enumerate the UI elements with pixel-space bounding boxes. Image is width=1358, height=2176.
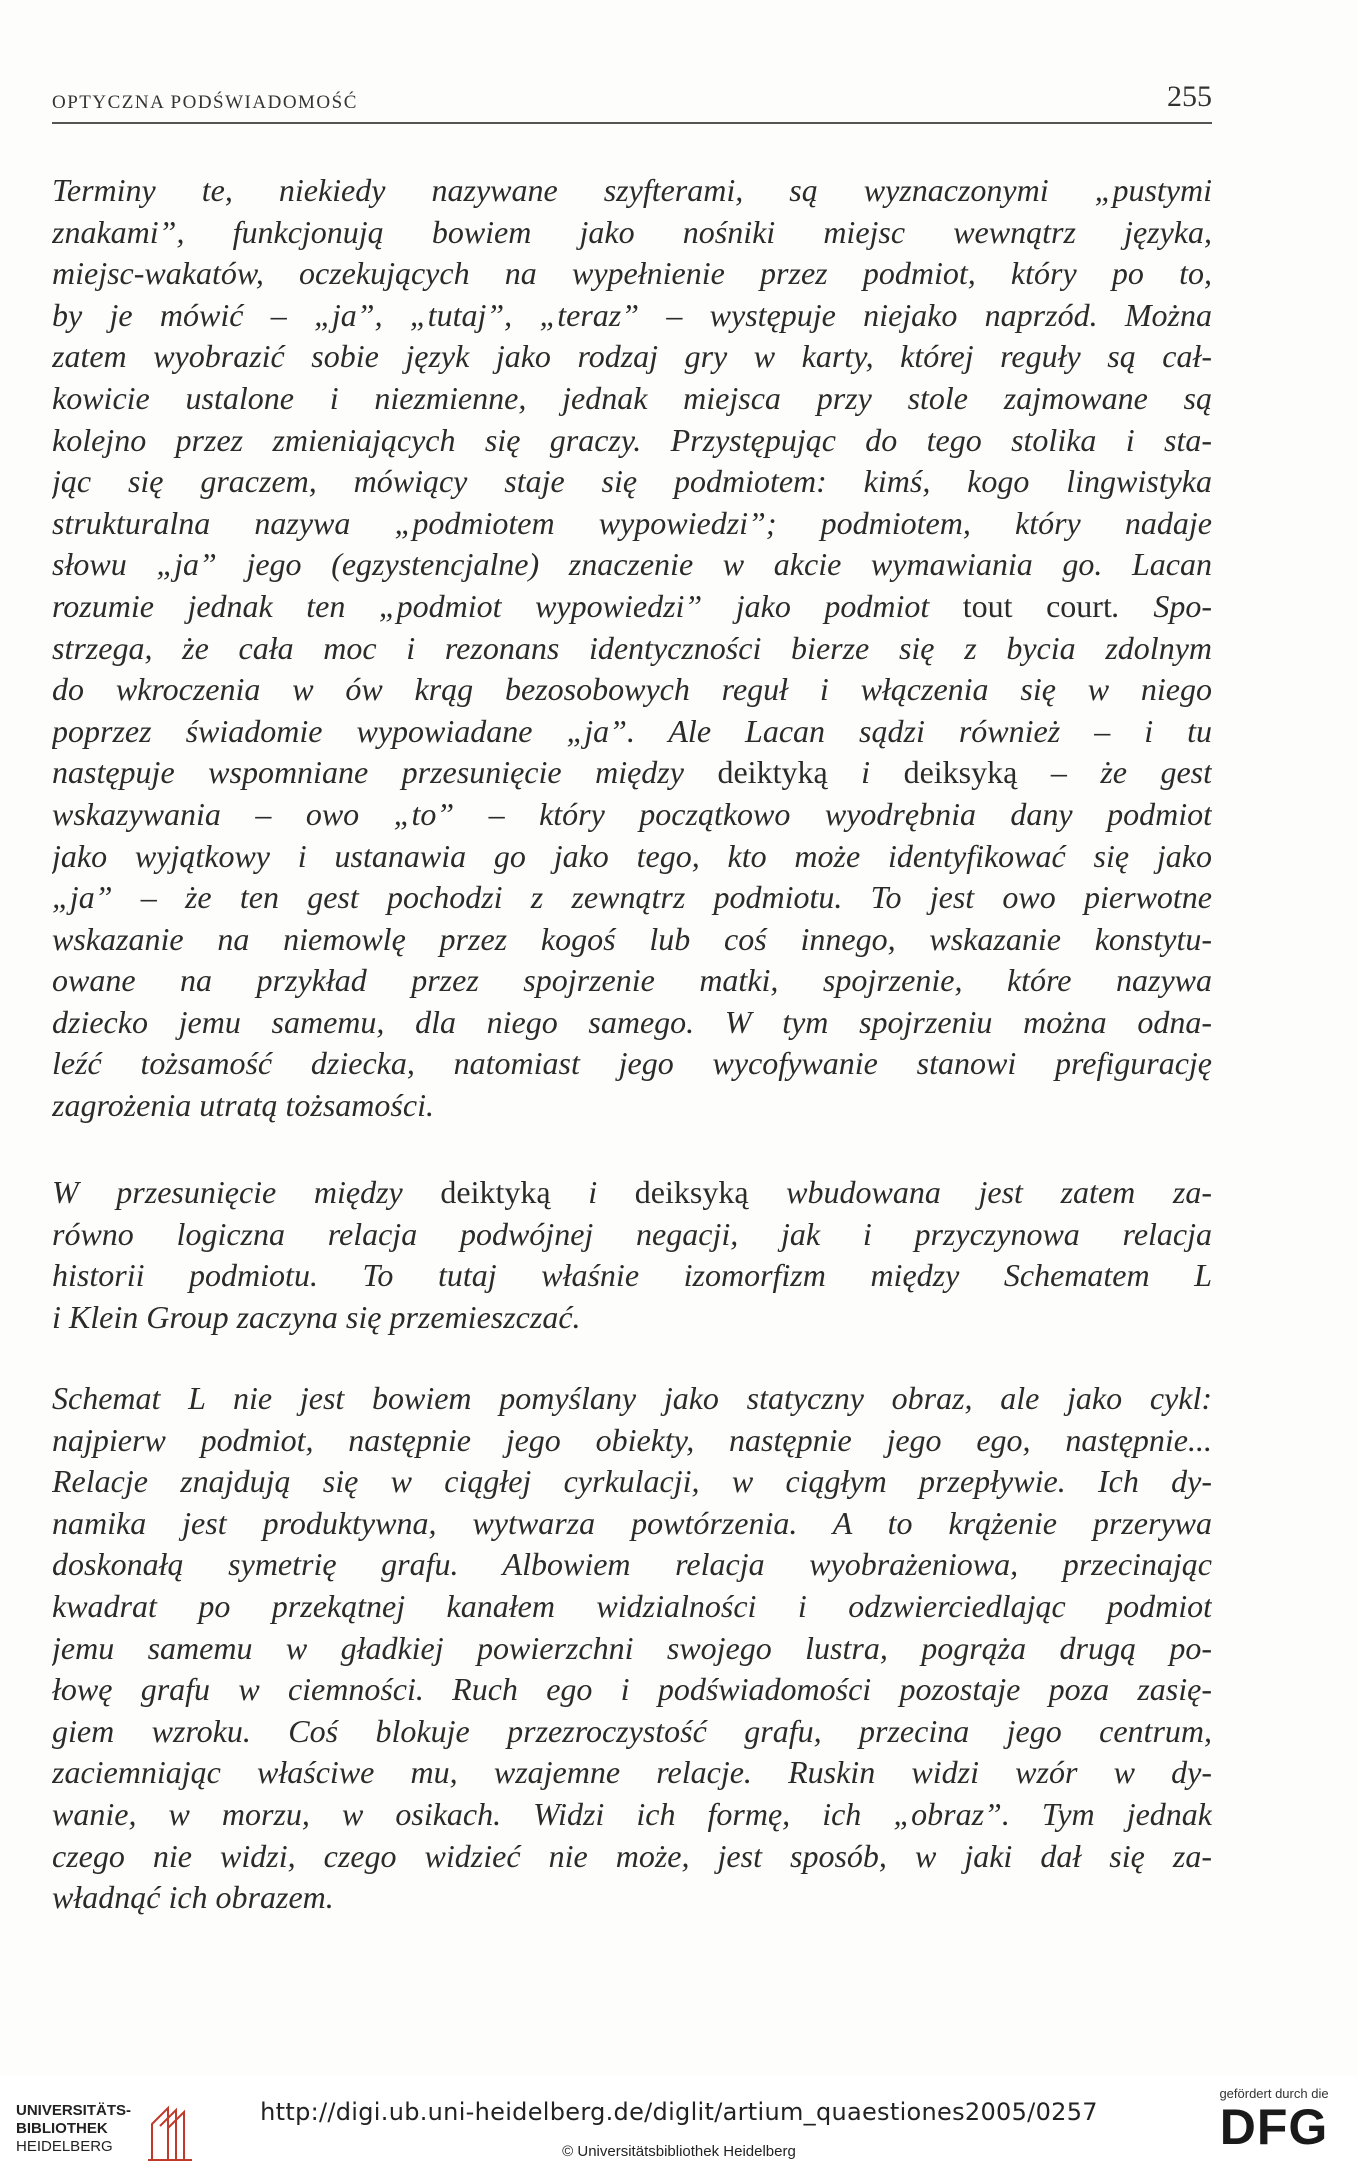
text-line: zatem wyobrazić sobie język jako rodzaj gry w karty, której reguły są cał-: [52, 338, 1212, 375]
text-line: strukturalna nazywa „podmiotem wypowiedzi”; podmiotem, który nadaje: [52, 504, 1212, 541]
text-line: jemu samemu w gładkiej powierzchni swojego lustra, pogrąża drugą po-: [52, 1629, 1212, 1666]
text-line: zaciemniając właściwe mu, wzajemne relacje. Ruskin widzi wzór w dy-: [52, 1754, 1212, 1791]
funding-caption: gefördert durch die: [1219, 2086, 1329, 2101]
text-line: wanie, w morzu, w osikach. Widzi ich formę, ich „obraz”. Tym jednak: [52, 1795, 1212, 1832]
text-line: słowu „ja” jego (egzystencjalne) znaczenie w akcie wymawiania go. Lacan: [52, 546, 1212, 583]
text-line: kolejno przez zmieniających się graczy. Przystępując do tego stolika i sta-: [52, 421, 1212, 458]
text-line: zagrożenia utratą tożsamości.: [52, 1087, 434, 1124]
text-line: władnąć ich obrazem.: [52, 1879, 334, 1916]
running-title: OPTYCZNA PODŚWIADOMOŚĆ: [52, 92, 358, 113]
text-line: giem wzroku. Coś blokuje przezroczystość grafu, przecina jego centrum,: [52, 1712, 1212, 1749]
library-name-line1: UNIVERSITÄTS-: [16, 2102, 132, 2119]
running-header: [52, 78, 1212, 124]
text-line: łowę grafu w ciemności. Ruch ego i podświadomości pozostaje poza zasię-: [52, 1671, 1212, 1708]
text-line: kwadrat po przekątnej kanałem widzialności i odzwierciedlając podmiot: [52, 1587, 1212, 1624]
paragraph-2: [52, 1172, 1212, 1338]
paragraph-3: [52, 1378, 1212, 1919]
text-line: historii podmiotu. To tutaj właśnie izomorfizm między Schematem L: [52, 1257, 1212, 1294]
text-line: jąc się graczem, mówiący staje się podmiotem: kimś, kogo lingwistyka: [52, 463, 1212, 500]
text-line: miejsc-wakatów, oczekujących na wypełnienie przez podmiot, który po to,: [52, 255, 1212, 292]
copyright-notice: © Universitätsbibliothek Heidelberg: [562, 2143, 796, 2160]
text-line: owane na przykład przez spojrzenie matki, spojrzenie, które nazywa: [52, 962, 1212, 999]
text-line: Schemat L nie jest bowiem pomyślany jako statyczny obraz, ale jako cykl:: [52, 1380, 1212, 1416]
dfg-logo-text: DFG: [1219, 2099, 1329, 2155]
text-line: dziecko jemu samemu, dla niego samego. W tym spojrzeniu można odna-: [52, 1003, 1212, 1040]
text-line: „ja” – że ten gest pochodzi z zewnątrz podmiotu. To jest owo pierwotne: [52, 879, 1212, 916]
page-number: 255: [1167, 80, 1212, 113]
text-line: jako wyjątkowy i ustanawia go jako tego, kto może identyfikować się jako: [52, 837, 1212, 874]
digitization-footer: [0, 2076, 1358, 2176]
text-line: by je mówić – „ja”, „tutaj”, „teraz” – występuje niejako naprzód. Można: [52, 296, 1212, 333]
text-line: wskazywania – owo „to” – który początkowo wyodrębnia dany podmiot: [52, 795, 1212, 832]
library-name-line3: HEIDELBERG: [16, 2138, 113, 2155]
paragraph-1: [52, 170, 1212, 1127]
text-line: wskazanie na niemowlę przez kogoś lub coś innego, wskazanie konstytu-: [52, 920, 1212, 957]
text-line: najpierw podmiot, następnie jego obiekty, następnie jego ego, następnie...: [52, 1421, 1212, 1458]
text-line: doskonałą symetrię grafu. Albowiem relacja wyobrażeniowa, przecinając: [52, 1546, 1212, 1583]
text-line: strzega, że cała moc i rezonans identyczności bierze się z bycia zdolnym: [52, 629, 1212, 666]
text-line: do wkroczenia w ów krąg bezosobowych reguł i włączenia się w niego: [52, 671, 1212, 708]
text-line: następuje wspomniane przesunięcie między deiktyką i deiksyką – że gest: [52, 754, 1212, 791]
text-line: kowicie ustalone i niezmienne, jednak miejsca przy stole zajmowane są: [52, 379, 1212, 416]
text-line: znakami”, funkcjonują bowiem jako nośniki miejsc wewnątrz języka,: [52, 213, 1212, 250]
text-line: leźć tożsamość dziecka, natomiast jego wycofywanie stanowi prefigurację: [52, 1045, 1212, 1082]
library-name-line2: BIBLIOTHEK: [16, 2120, 108, 2137]
text-line: Terminy te, niekiedy nazywane szyfterami, są wyznaczonymi „pustymi: [52, 172, 1212, 208]
text-line: W przesunięcie między deiktyką i deiksyką wbudowana jest zatem za-: [52, 1174, 1212, 1210]
text-line: Relacje znajdują się w ciągłej cyrkulacji, w ciągłym przepływie. Ich dy-: [52, 1463, 1212, 1500]
dfg-funding-logo[interactable]: [1214, 2086, 1334, 2164]
text-line: równo logiczna relacja podwójnej negacji, jak i przyczynowa relacja: [52, 1215, 1212, 1252]
text-line: poprzez świadomie wypowiadane „ja”. Ale Lacan sądzi również – i tu: [52, 712, 1212, 749]
text-line: i Klein Group zaczyna się przemieszczać.: [52, 1298, 581, 1335]
text-line: namika jest produktywna, wytwarza powtórzenia. A to krążenie przerywa: [52, 1504, 1212, 1541]
text-line: rozumie jednak ten „podmiot wypowiedzi” jako podmiot tout court. Spo-: [52, 587, 1212, 624]
permalink-url[interactable]: http://digi.ub.uni-heidelberg.de/diglit/artium_quaestiones2005/0257: [260, 2098, 1098, 2126]
text-line: czego nie widzi, czego widzieć nie może, jest sposób, w jaki dał się za-: [52, 1837, 1212, 1874]
